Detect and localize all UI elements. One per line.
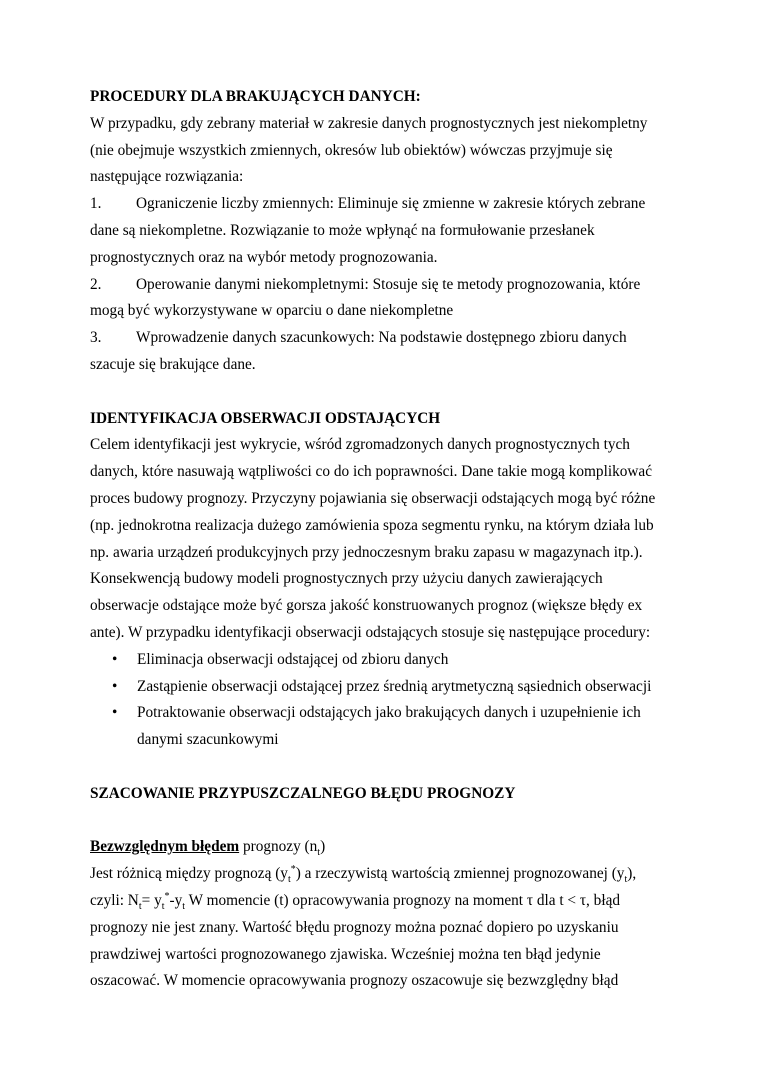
spacer (90, 754, 672, 781)
list-item-first-line: Ograniczenie liczby zmiennych: Eliminuje się zmienne w zakresie których zebrane (136, 195, 646, 213)
bullet-item: • Eliminacja obserwacji odstającej od zbioru danych (90, 647, 672, 674)
paragraph-outliers: Celem identyfikacji jest wykrycie, wśród zgromadzonych danych prognostycznych tych danych, które nasuwają wątpliwości co do ich poprawności. Dane takie mogą komplikować proces budowy prognozy. Przyczyny pojawiania się obserwacji odstających mogą być różne (np. jednokrotna realizacja dużego zamówienia spoza segmentu rynku, na którym działa lub np. awaria urządzeń produkcyjnych przy jednoczesnym braku zapasu w magazynach itp.). Konsekwencją budowy modeli prognostycznych przy użyciu danych zawierających obserwacje odstające może być gorsza jakość konstruowanych prognoz (większe błędy ex ante). W przypadku identyfikacji obserwacji odstających stosuje się następujące procedury: (90, 436, 656, 641)
heading-forecast-error: SZACOWANIE PRZYPUSZCZALNEGO BŁĘDU PROGNOZY (90, 784, 516, 802)
list-number: 1. (90, 195, 102, 213)
list-number: 2. (90, 275, 102, 293)
bullet-list (90, 647, 672, 754)
numbered-list (90, 191, 672, 379)
list-item (90, 272, 672, 326)
paragraph-absolute-error: Jest różnicą między prognozą $(y_t^*)$ a rzeczywistą wartością zmiennej prognozowanej $(y_t)$, czyli: $N_t= y_t^*-y_t$ W momencie (t) opracowywania prognozy na moment τ dla t < τ, błąd prognozy nie jest znany. Wartość błędu prognozy można poznać dopiero po uzyskaniu prawdziwej wartości prognozowanego zjawiska. Wcześniej można ten błąd jedynie oszacować. W momencie opracowywania prognozy oszacowuje się bezwzględny błąd (90, 864, 637, 990)
heading-missing-data: PROCEDURY DLA BRAKUJĄCYCH DANYCH: (90, 88, 421, 105)
list-item (90, 325, 672, 379)
list-number: 3. (90, 329, 102, 347)
list-item (90, 191, 672, 271)
list-item-continuation: mogą być wykorzystywane w oparciu o dane niekompletne (90, 302, 454, 320)
term-absolute-error: Bezwzględnym błędem (90, 838, 240, 856)
list-item-continuation: szacuje się brakujące dane. (90, 355, 256, 373)
list-item-first-line: Wprowadzenie danych szacunkowych: Na podstawie dostępnego zbioru danych (136, 329, 627, 347)
subheading-absolute-error: Bezwzględnym błędem prognozy $(n_t)$ (90, 838, 326, 859)
list-item-continuation: dane są niekompletne. Rozwiązanie to może wpłynąć na formułowanie przesłanek prognostycznych oraz na wybór metody prognozowania. (90, 221, 595, 266)
document-page (90, 84, 672, 995)
spacer (90, 808, 672, 835)
bullet-item: • Potraktowanie obserwacji odstających jako brakujących danych i uzupełnienie ich danymi szacunkowymi (90, 700, 672, 754)
bullet-item: • Zastąpienie obserwacji odstającej przez średnią arytmetyczną sąsiednich obserwacji (90, 674, 672, 701)
spacer (90, 379, 672, 406)
list-item-first-line: Operowanie danymi niekompletnymi: Stosuje się te metody prognozowania, które (136, 275, 641, 293)
heading-outliers: IDENTYFIKACJA OBSERWACJI ODSTAJĄCYCH (90, 409, 441, 427)
paragraph-missing-data-intro: W przypadku, gdy zebrany materiał w zakresie danych prognostycznych jest niekompletny (nie obejmuje wszystkich zmiennych, okresów lub obiektów) wówczas przyjmuje się następujące rozwiązania: (90, 114, 648, 186)
